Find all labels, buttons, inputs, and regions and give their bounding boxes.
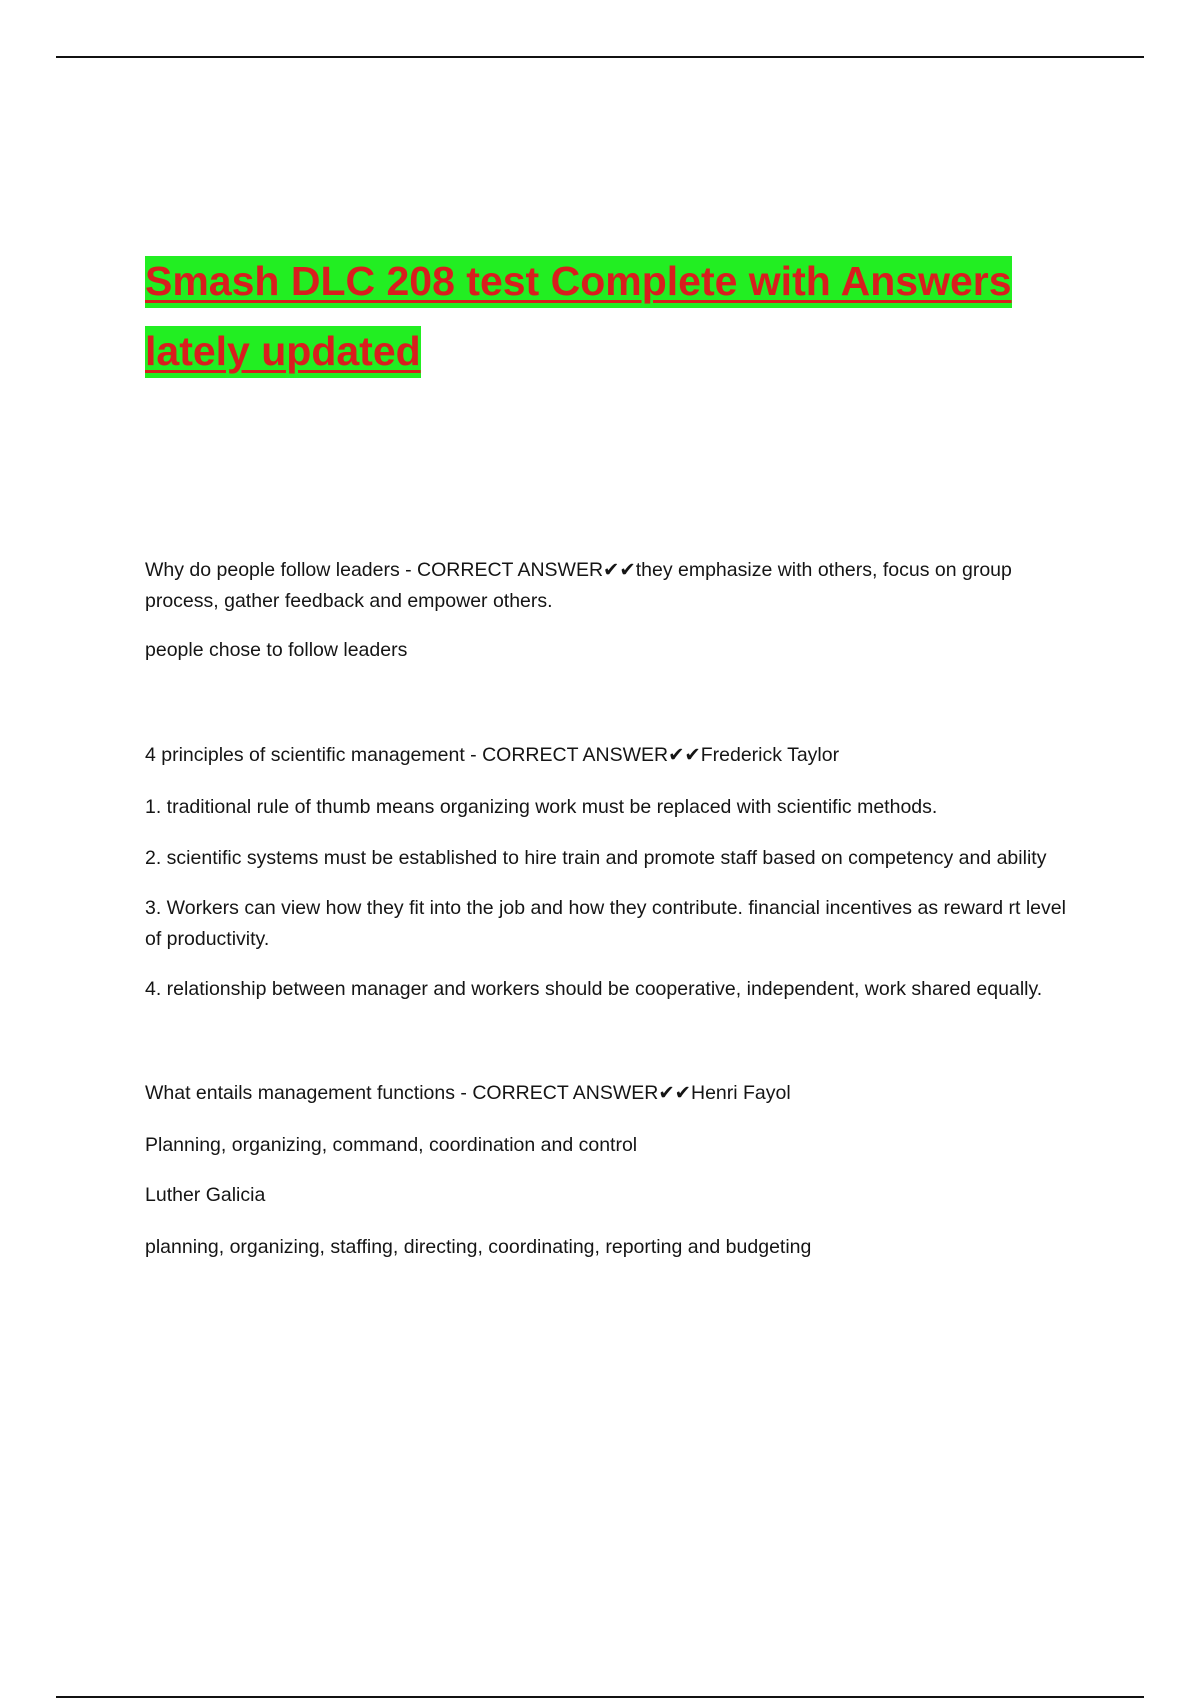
- document-title-line-2: lately updated: [145, 326, 421, 378]
- answer-gulick-functions: planning, organizing, staffing, directing, coordinating, reporting and budgeting: [145, 1236, 812, 1258]
- question-scientific-management: 4 principles of scientific management - CORRECT ANSWER✔✔Frederick Taylor: [145, 744, 840, 766]
- principle-1: 1. traditional rule of thumb means organizing work must be replaced with scientific methods.: [145, 796, 938, 818]
- principle-3: 3. Workers can view how they fit into the job and how they contribute. financial incentives as reward rt level of productivity.: [145, 897, 1066, 950]
- document-title-line-1: Smash DLC 208 test Complete with Answers: [145, 256, 1012, 308]
- principle-2: 2. scientific systems must be established to hire train and promote staff based on competency and ability: [145, 847, 1047, 869]
- document-title: [145, 246, 1085, 386]
- document-body: [145, 555, 1085, 1263]
- answer-fayol-functions: Planning, organizing, command, coordination and control: [145, 1134, 638, 1156]
- header-rule: [56, 56, 1144, 58]
- footer-rule: [56, 1696, 1144, 1698]
- question-leaders: Why do people follow leaders - CORRECT ANSWER✔✔they emphasize with others, focus on group process, gather feedback and empower others.: [145, 559, 1012, 612]
- answer-leaders-note: people chose to follow leaders: [145, 639, 408, 661]
- principle-4: 4. relationship between manager and workers should be cooperative, independent, work shared equally.: [145, 978, 1043, 1000]
- answer-gulick-name: Luther Galicia: [145, 1184, 266, 1206]
- question-management-functions: What entails management functions - CORRECT ANSWER✔✔Henri Fayol: [145, 1082, 791, 1104]
